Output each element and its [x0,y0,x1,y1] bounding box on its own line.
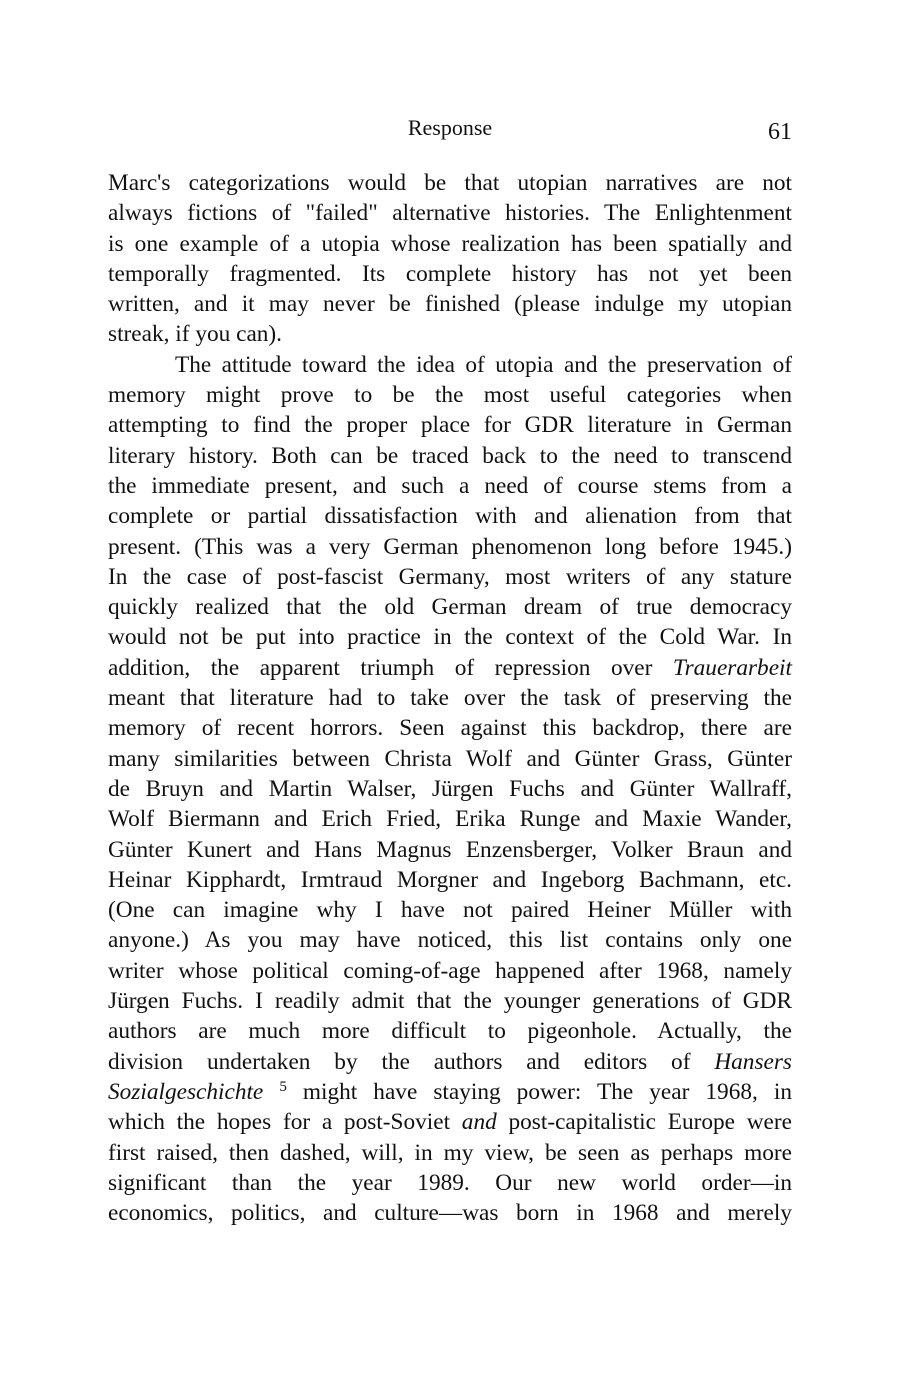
text-segment: which the hopes for a post-Soviet [108,1109,462,1136]
text-line [108,653,792,683]
italic-term: Sozialgeschichte [108,1078,264,1105]
text-line: In the case of post-fascist Germany, most writers of any stature [108,563,792,590]
text-line: written, and it may never be finished (please indulge my utopian [108,291,792,318]
text-line: Wolf Biermann and Erich Fried, Erika Runge and Maxie Wander, [108,806,792,833]
text-line: significant than the year 1989. Our new world order—in [108,1169,792,1196]
text-line: Heinar Kipphardt, Irmtraud Morgner and Ingeborg Bachmann, etc. [108,866,792,893]
text-line: first raised, then dashed, will, in my view, be seen as perhaps more [108,1139,792,1166]
text-line: complete or partial dissatisfaction with and alienation from that [108,503,792,530]
text-line: memory might prove to be the most useful categories when [108,382,792,409]
text-line: Günter Kunert and Hans Magnus Enzensberger, Volker Braun and [108,836,792,863]
text-line: temporally fragmented. Its complete history has not yet been [108,260,792,287]
footnote-marker: 5 [279,1078,287,1095]
text-segment: might have staying power: The year 1968, in [286,1078,792,1105]
text-line: present. (This was a very German phenomenon long before 1945.) [108,533,792,560]
text-line: many similarities between Christa Wolf and Günter Grass, Günter [108,745,792,772]
italic-term: and [461,1109,497,1136]
text-segment: division undertaken by the authors and editors of [108,1048,715,1075]
running-head [108,114,792,146]
text-line: memory of recent horrors. Seen against this backdrop, there are [108,715,792,742]
running-title: Response [407,115,493,140]
text-line: de Bruyn and Martin Walser, Jürgen Fuchs and Günter Wallraff, [108,775,792,802]
text-line: streak, if you can). [108,321,283,348]
text-segment: post-capitalistic Europe were [496,1109,792,1136]
text-line: quickly realized that the old German dream of true democracy [108,594,792,621]
text-line: would not be put into practice in the context of the Cold War. In [108,624,792,651]
text-line: Jürgen Fuchs. I readily admit that the younger generations of GDR [108,988,792,1015]
text-line: authors are much more difficult to pigeonhole. Actually, the [108,1018,792,1045]
text-line: is one example of a utopia whose realization has been spatially and [108,230,792,257]
italic-term: Hansers [714,1048,792,1075]
text-line: the immediate present, and such a need of course stems from a [108,472,792,499]
text-line: meant that literature had to take over the task of preserving the [108,685,792,712]
text-line: literary history. Both can be traced back to the need to transcend [108,442,792,469]
text-line: Marc's categorizations would be that utopian narratives are not [108,170,792,196]
text-line: always fictions of "failed" alternative histories. The Enlightenment [108,200,792,227]
text-line: anyone.) As you may have noticed, this list contains only one [108,927,792,954]
text-line: economics, politics, and culture—was born in 1968 and merely [108,1200,792,1227]
text-line: attempting to find the proper place for GDR literature in German [108,412,792,439]
body-text [108,168,792,1228]
paragraph-first-line: The attitude toward the idea of utopia and the preservation of [175,351,792,378]
text-line: (One can imagine why I have not paired Heiner Müller with [108,897,792,924]
text-line: writer whose political coming-of-age happened after 1968, namely [108,957,792,984]
text-line [108,1047,792,1077]
text-line [108,1077,792,1107]
italic-term: Trauerarbeit [672,654,792,681]
page-number: 61 [768,119,792,145]
text-segment: addition, the apparent triumph of repression over [108,654,673,681]
text-line [108,1107,792,1137]
